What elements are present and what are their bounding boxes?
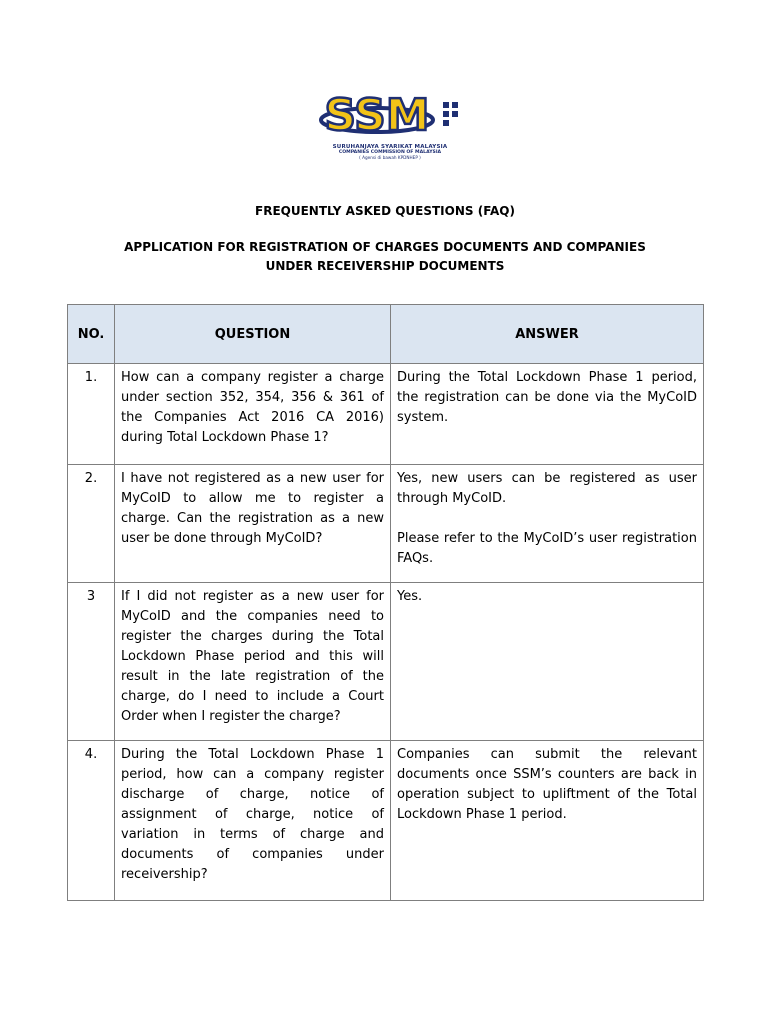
table-row xyxy=(68,364,704,465)
page-title: FREQUENTLY ASKED QUESTIONS (FAQ) xyxy=(255,204,515,218)
row-question: I have not registered as a new user for MyCoID to allow me to register a charge. Can the registration as a new user be done through MyCoID? xyxy=(115,465,391,583)
row-number: 3 xyxy=(68,583,115,741)
header-question: QUESTION xyxy=(115,305,391,364)
table-row xyxy=(68,465,704,583)
logo-agency-note: ( Agensi di bawah KPDNHEP ) xyxy=(359,155,421,160)
row-number: 2. xyxy=(68,465,115,583)
ssm-logo-mark xyxy=(315,90,465,142)
table-row xyxy=(68,583,704,741)
faq-table xyxy=(67,304,704,901)
row-answer xyxy=(391,364,704,465)
table-row xyxy=(68,741,704,901)
row-number: 4. xyxy=(68,741,115,901)
row-question: How can a company register a charge under section 352, 354, 356 & 361 of the Companies Act 2016 CA 2016) during Total Lockdown Phase 1? xyxy=(115,364,391,465)
answer-paragraph: Yes. xyxy=(397,589,423,604)
logo-agency-name-en: COMPANIES COMMISSION OF MALAYSIA xyxy=(338,150,442,155)
header-no: NO. xyxy=(68,305,115,364)
row-answer xyxy=(391,583,704,741)
answer-paragraph: Yes, new users can be registered as user through MyCoID. xyxy=(397,471,697,506)
logo-agency-name: SURUHANJAYA SYARIKAT MALAYSIA xyxy=(332,144,448,150)
answer-paragraph: Please refer to the MyCoID’s user registration FAQs. xyxy=(397,531,697,566)
page-subtitle xyxy=(0,238,770,276)
answer-paragraph: During the Total Lockdown Phase 1 period, the registration can be done via the MyCoID system. xyxy=(397,370,697,425)
ssm-logo xyxy=(300,90,480,180)
table-header-row xyxy=(68,305,704,364)
answer-paragraph: Companies can submit the relevant documents once SSM’s counters are back in operation subject to upliftment of the Total Lockdown Phase 1 period. xyxy=(397,747,697,822)
row-question: During the Total Lockdown Phase 1 period, how can a company register discharge of charge, notice of assignment of charge, notice of variation in terms of charge and documents of companies under receivership? xyxy=(115,741,391,901)
row-number: 1. xyxy=(68,364,115,465)
logo-mark-text: SSM xyxy=(324,90,430,141)
header-answer: ANSWER xyxy=(391,305,704,364)
subtitle-line-2: UNDER RECEIVERSHIP DOCUMENTS xyxy=(265,259,505,273)
row-answer xyxy=(391,741,704,901)
subtitle-line-1: APPLICATION FOR REGISTRATION OF CHARGES DOCUMENTS AND COMPANIES xyxy=(124,240,646,254)
row-question: If I did not register as a new user for MyCoID and the companies need to register the charges during the Total Lockdown Phase period and this will result in the late registration of the charge, do I need to include a Court Order when I register the charge? xyxy=(115,583,391,741)
row-answer xyxy=(391,465,704,583)
